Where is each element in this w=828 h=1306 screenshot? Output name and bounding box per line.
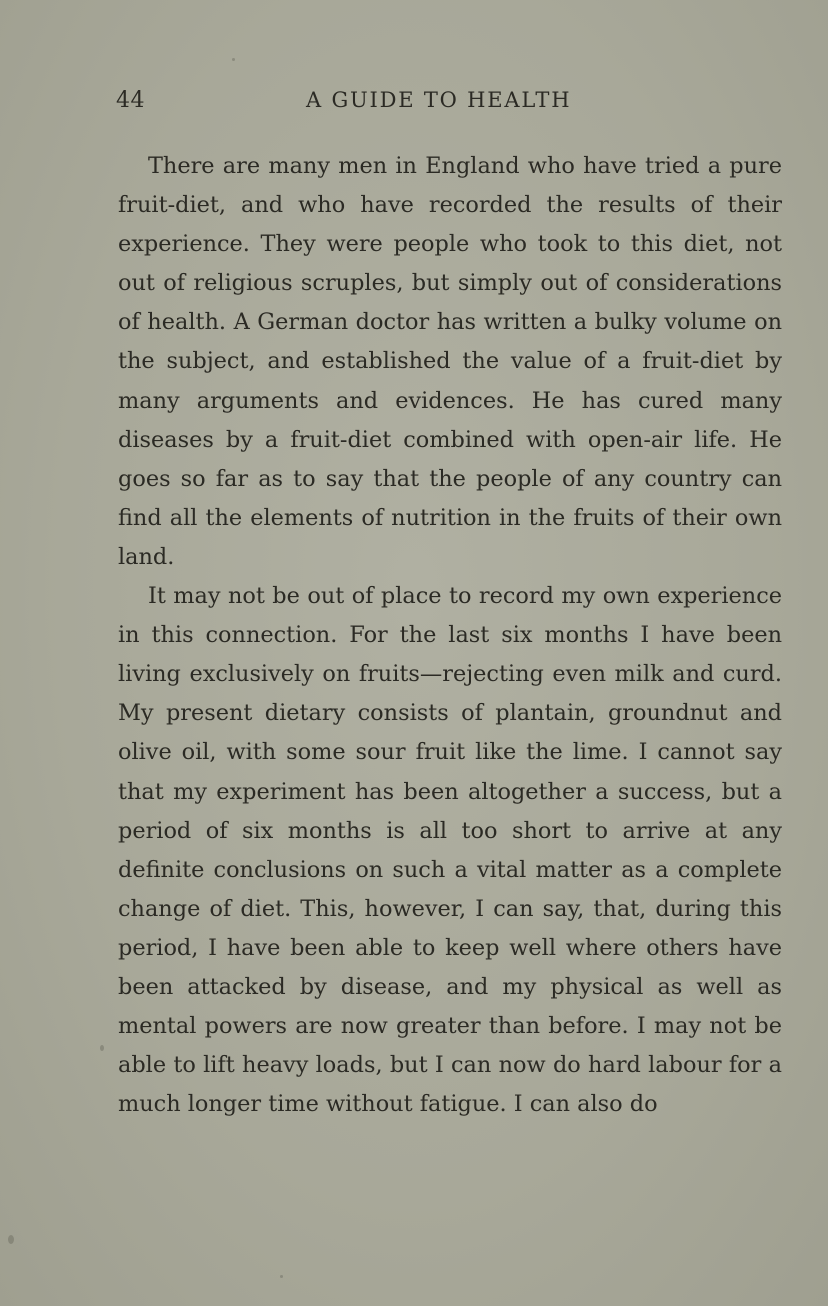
paper-speck bbox=[100, 1045, 104, 1051]
paper-speck bbox=[8, 1235, 14, 1244]
paragraph-1: There are many men in England who have tried a pure fruit-diet, and who have recorded the results of their experience. They were people who took to this diet, not out of religious scruples, but simply out of considerations of health. A German doctor has written a bulky volume on the subject, and established the value of a fruit-diet by many arguments and evidences. He has cured many diseases by a fruit-diet combined with open-air life. He goes so far as to say that the people of any country can find all the elements of nutrition in the fruits of their own land. bbox=[118, 153, 782, 570]
page-number: 44 bbox=[116, 88, 145, 113]
paper-speck bbox=[280, 1275, 283, 1278]
paragraph-2: It may not be out of place to record my own experience in this connection. For the last six months I have been living exclusively on fruits—rejecting even milk and curd. My present dietary consists of plantain, groundnut and olive oil, with some sour fruit like the lime. I cannot say that my experiment has been altogether a success, but a period of six months is all too short to arrive at any definite conclusions on such a vital matter as a complete change of diet. This, however, I can say, that, during this period, I have been able to keep well where others have been attacked by disease, and my physical as well as mental powers are now greater than before. I may not be able to lift heavy loads, but I can now do hard labour for a much longer time without fatigue. I can also do bbox=[118, 583, 782, 1118]
running-head: A GUIDE TO HEALTH bbox=[306, 88, 572, 112]
paper-speck bbox=[232, 58, 235, 61]
body-text bbox=[118, 147, 782, 1124]
page-header bbox=[116, 88, 786, 120]
